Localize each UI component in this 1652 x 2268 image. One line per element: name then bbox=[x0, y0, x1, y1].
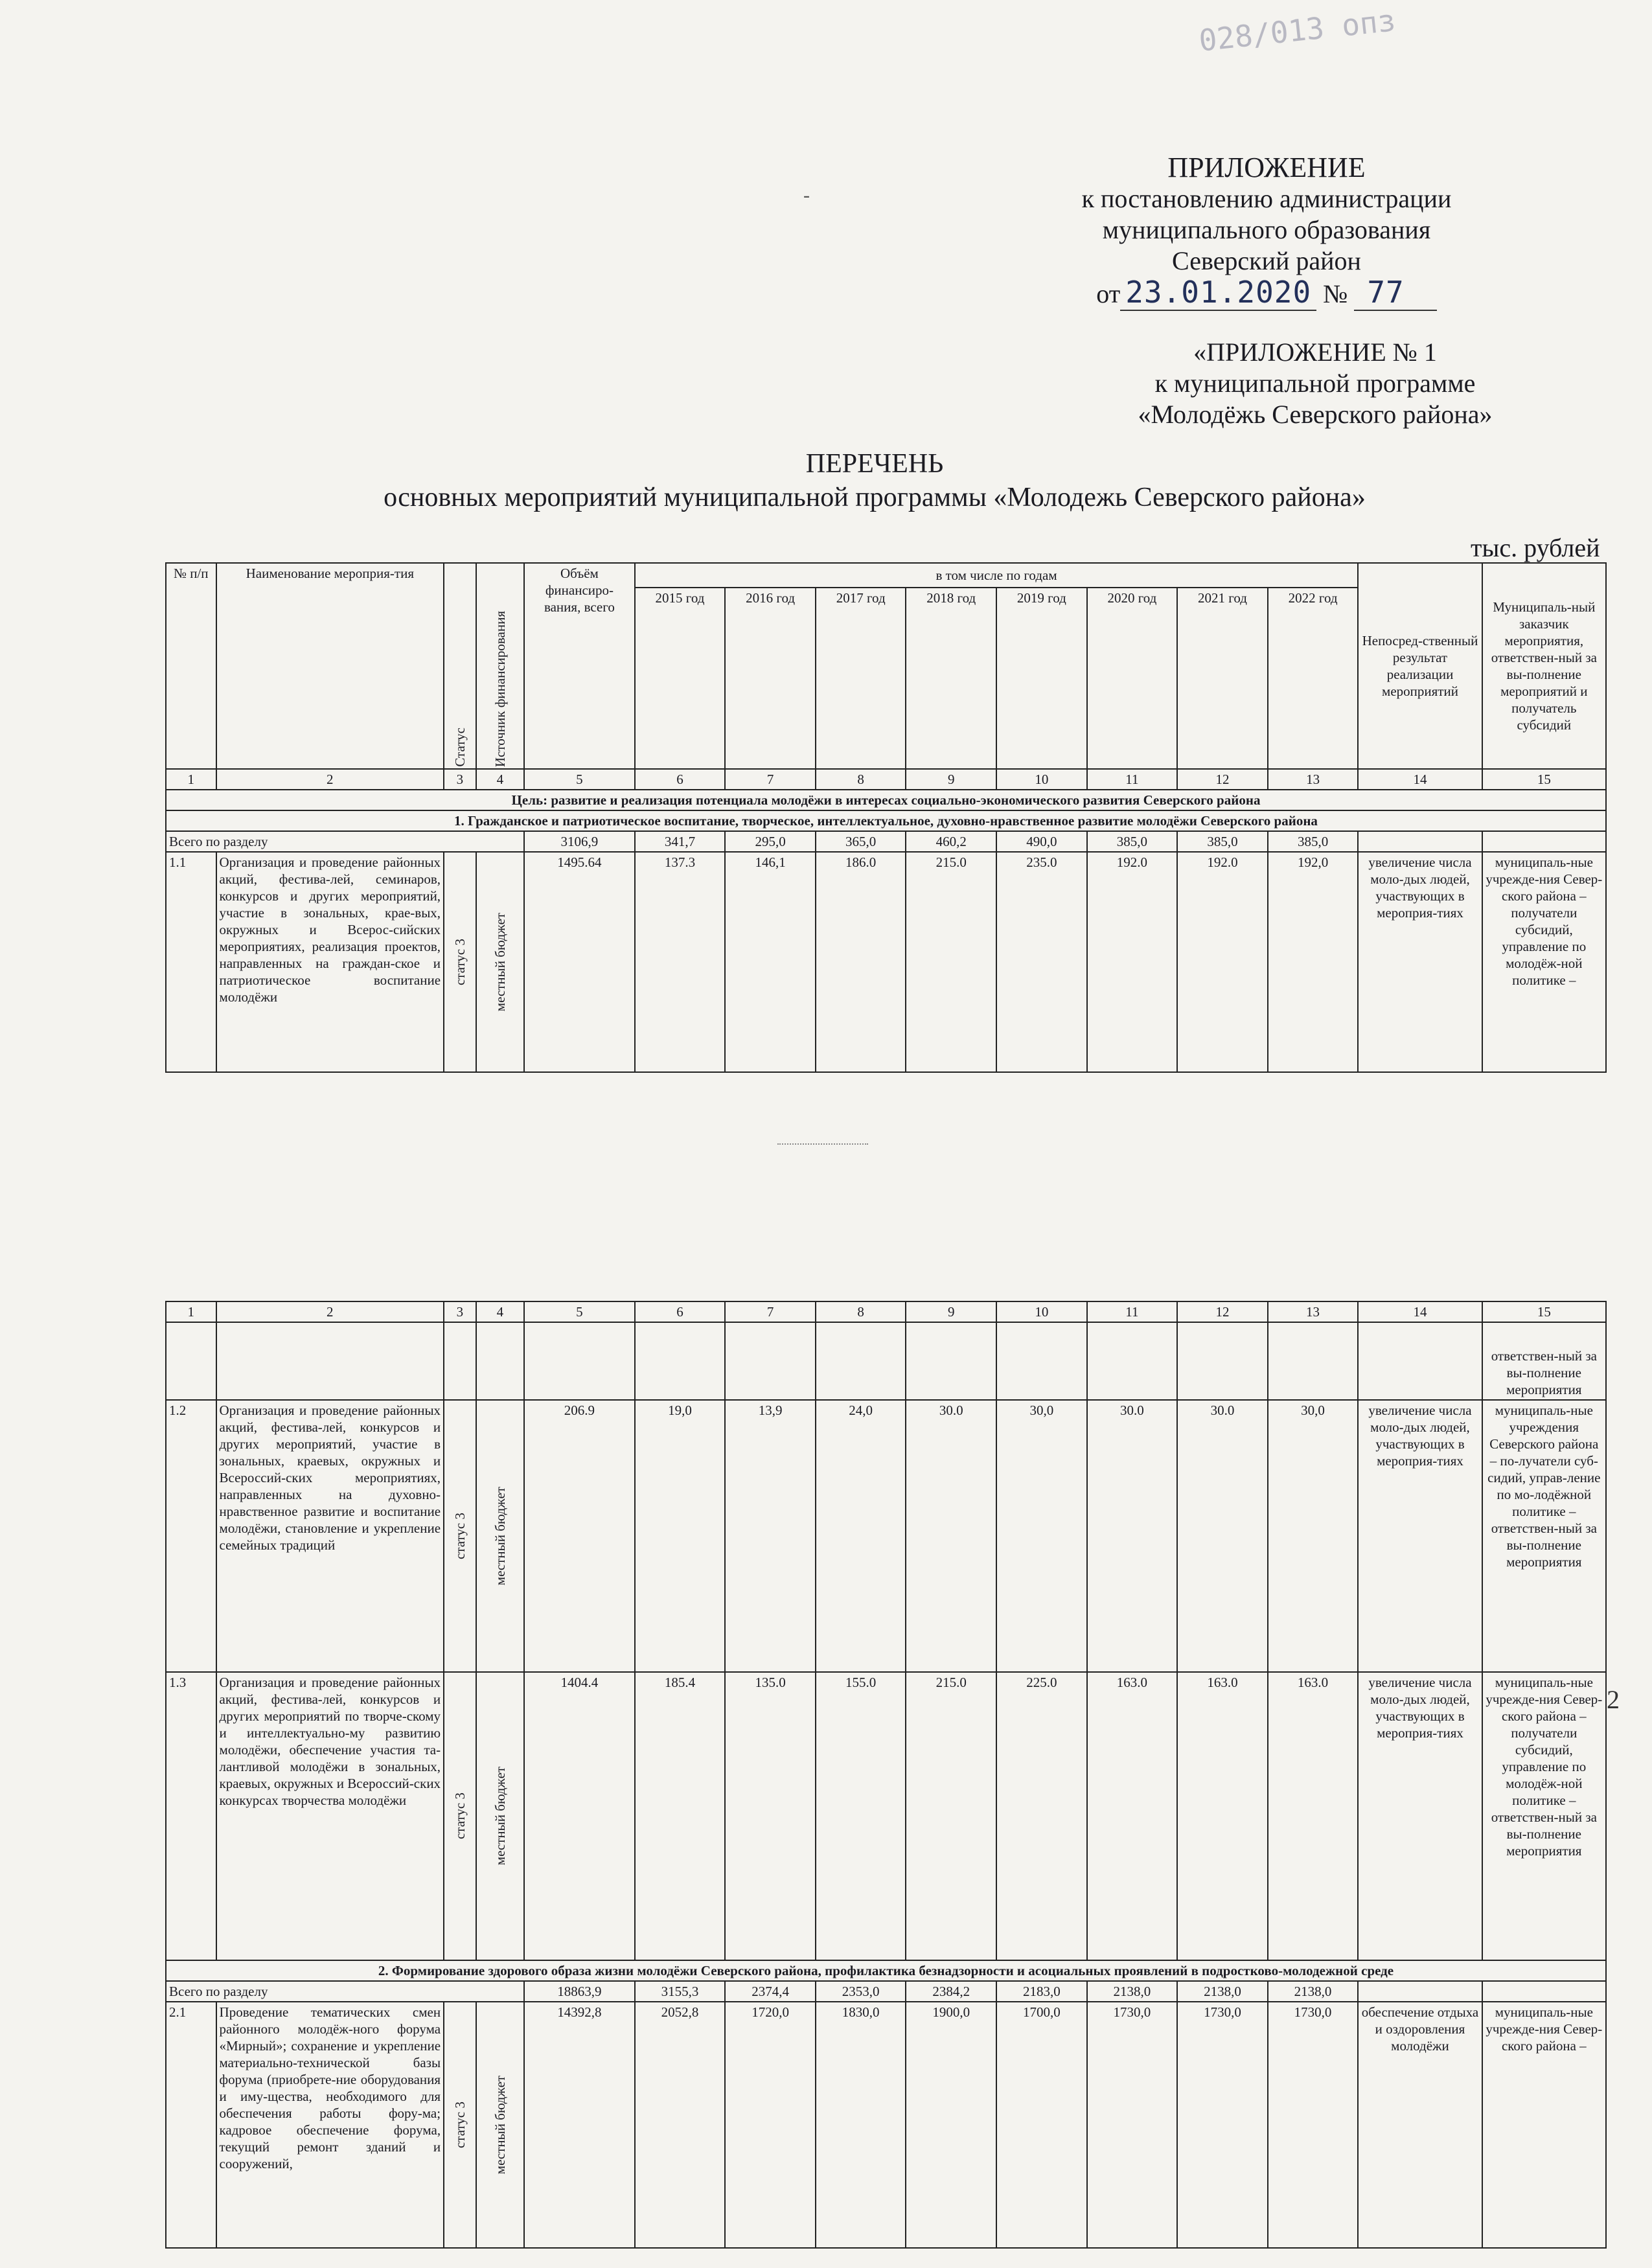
row-value bbox=[1177, 1322, 1268, 1400]
column-number: 7 bbox=[725, 769, 816, 790]
row-value: 1720,0 bbox=[725, 2002, 816, 2248]
row-value: 192.0 bbox=[1087, 852, 1178, 1072]
column-number: 9 bbox=[906, 1301, 996, 1322]
row-num: 2.1 bbox=[166, 2002, 216, 2248]
row-status-label: статус 3 bbox=[452, 938, 468, 985]
row-name bbox=[216, 1322, 444, 1400]
total-cell: 2353,0 bbox=[816, 1981, 906, 2002]
row-source bbox=[476, 852, 524, 1072]
number-prefix: № bbox=[1323, 279, 1348, 308]
total-cell: 365,0 bbox=[816, 831, 906, 852]
row-value: 1730,0 bbox=[1268, 2002, 1359, 2248]
year-2021: 2021 год bbox=[1177, 588, 1268, 769]
table-row bbox=[166, 1672, 1606, 1960]
row-value bbox=[996, 1322, 1087, 1400]
row-value: 135.0 bbox=[725, 1672, 816, 1960]
row-value: 24,0 bbox=[816, 1400, 906, 1672]
row-source bbox=[476, 1322, 524, 1400]
col-total-header: Объём финансиро-вания, всего bbox=[524, 563, 635, 769]
approval-header bbox=[991, 152, 1542, 310]
row-source bbox=[476, 1672, 524, 1960]
total-cell: 385,0 bbox=[1268, 831, 1359, 852]
row-value: 225.0 bbox=[996, 1672, 1087, 1960]
row-value: 146,1 bbox=[725, 852, 816, 1072]
col-num-header: № п/п bbox=[166, 563, 216, 769]
row-value: 137.3 bbox=[635, 852, 726, 1072]
total-cell: 385,0 bbox=[1177, 831, 1268, 852]
empty-cell bbox=[1358, 1981, 1482, 2002]
row-value bbox=[1087, 1322, 1178, 1400]
appendix-title: «ПРИЛОЖЕНИЕ № 1 bbox=[1193, 338, 1437, 367]
row-value: 163.0 bbox=[1177, 1672, 1268, 1960]
row-value bbox=[635, 1322, 726, 1400]
row-value: 215.0 bbox=[906, 1672, 996, 1960]
year-2015: 2015 год bbox=[635, 588, 726, 769]
row-name: Проведение тематических смен районного молодёж-ного форума «Мирный»; сохранение и укрепление материально-технической базы форума (приобрете-ние оборудования и иму-щества, необходимого для обеспечения работы фору-ма; кадровое обеспечение форума, текущий ремонт зданий и сооружений, bbox=[216, 2002, 444, 2248]
row-value: 30.0 bbox=[906, 1400, 996, 1672]
column-number: 13 bbox=[1268, 769, 1359, 790]
row-value: 30.0 bbox=[1087, 1400, 1178, 1672]
appendix-line-1: к муниципальной программе bbox=[1154, 369, 1476, 398]
column-number: 7 bbox=[725, 1301, 816, 1322]
section-1-title-row bbox=[166, 810, 1606, 831]
row-value bbox=[1268, 1322, 1359, 1400]
total-cell: 2183,0 bbox=[996, 1981, 1087, 2002]
total-cell: 18863,9 bbox=[524, 1981, 635, 2002]
header-line-2: муниципального образования bbox=[1102, 215, 1431, 244]
column-numbers-row bbox=[166, 1301, 1606, 1322]
appendix-block bbox=[1062, 337, 1568, 430]
row-name: Организация и проведение районных акций, фестива-лей, конкурсов и других мероприятий по творче-скому и интеллектуально-му развитию молодёжи, обеспечение участия та-лантливой молодёжи в зональных, краевых, окружных и Всероссий-ских конкурсах творчества молодёжи bbox=[216, 1672, 444, 1960]
row-value: 186.0 bbox=[816, 852, 906, 1072]
year-2022: 2022 год bbox=[1268, 588, 1359, 769]
row-value: 13,9 bbox=[725, 1400, 816, 1672]
column-number: 6 bbox=[635, 1301, 726, 1322]
section-2-title: 2. Формирование здорового образа жизни молодёжи Северского района, профилактика безнадзорности и асоциальных проявлений в подростково-молодежной среде bbox=[166, 1960, 1606, 1981]
row-num bbox=[166, 1322, 216, 1400]
column-number: 3 bbox=[444, 769, 476, 790]
column-number: 14 bbox=[1358, 1301, 1482, 1322]
goal-row bbox=[166, 790, 1606, 810]
column-number: 14 bbox=[1358, 769, 1482, 790]
col-customer-header: Муниципаль-ный заказчик мероприятия, ответствен-ный за вы-полнение мероприятий и получатель субсидий bbox=[1482, 563, 1606, 769]
col-status-label: Статус bbox=[452, 727, 468, 767]
row-source-label: местный бюджет bbox=[492, 2075, 508, 2175]
row-value: 2052,8 bbox=[635, 2002, 726, 2248]
column-number: 10 bbox=[996, 1301, 1087, 1322]
row-total: 206.9 bbox=[524, 1400, 635, 1672]
column-number: 10 bbox=[996, 769, 1087, 790]
row-customer: муниципаль-ные учрежде-ния Север-ского района – получатели субсидий, управление по молодёж-ной политике – bbox=[1482, 852, 1606, 1072]
row-value: 1730,0 bbox=[1177, 2002, 1268, 2248]
section-1-total-row bbox=[166, 831, 1606, 852]
col-status-header bbox=[444, 563, 476, 769]
table-row bbox=[166, 852, 1606, 1072]
header-title: ПРИЛОЖЕНИЕ bbox=[1167, 152, 1366, 183]
row-value: 1830,0 bbox=[816, 2002, 906, 2248]
col-result-header: Непосред-ственный результат реализации мероприятий bbox=[1358, 563, 1482, 769]
row-value bbox=[816, 1322, 906, 1400]
handwritten-number: 77 bbox=[1354, 275, 1436, 311]
measures-table-part-1 bbox=[165, 562, 1607, 1073]
column-number: 15 bbox=[1482, 769, 1606, 790]
row-value: 192.0 bbox=[1177, 852, 1268, 1072]
row-total: 1495.64 bbox=[524, 852, 635, 1072]
total-cell: 490,0 bbox=[996, 831, 1087, 852]
total-cell: 385,0 bbox=[1087, 831, 1178, 852]
scan-mark: - bbox=[803, 185, 810, 206]
col-source-header bbox=[476, 563, 524, 769]
row-status bbox=[444, 2002, 476, 2248]
table-row-continuation bbox=[166, 1322, 1606, 1400]
row-result: увеличение числа моло-дых людей, участвующих в мероприя-тиях bbox=[1358, 1400, 1482, 1672]
row-value: 1700,0 bbox=[996, 2002, 1087, 2248]
row-value: 185.4 bbox=[635, 1672, 726, 1960]
row-num: 1.2 bbox=[166, 1400, 216, 1672]
year-2019: 2019 год bbox=[996, 588, 1087, 769]
row-status-label: статус 3 bbox=[452, 1512, 468, 1559]
measures-table-part-2 bbox=[165, 1301, 1607, 2249]
year-2017: 2017 год bbox=[816, 588, 906, 769]
row-num: 1.1 bbox=[166, 852, 216, 1072]
row-num: 1.3 bbox=[166, 1672, 216, 1960]
row-value: 163.0 bbox=[1268, 1672, 1359, 1960]
row-result: обеспечение отдыха и оздоровления молодёжи bbox=[1358, 2002, 1482, 2248]
column-number: 2 bbox=[216, 1301, 444, 1322]
row-value: 1730,0 bbox=[1087, 2002, 1178, 2248]
empty-cell bbox=[1482, 1981, 1606, 2002]
col-name-header: Наименование мероприя-тия bbox=[216, 563, 444, 769]
total-cell: 460,2 bbox=[906, 831, 996, 852]
column-number: 6 bbox=[635, 769, 726, 790]
row-value: 215.0 bbox=[906, 852, 996, 1072]
column-number: 4 bbox=[476, 1301, 524, 1322]
section-2-total-row bbox=[166, 1981, 1606, 2002]
section-2-title-row bbox=[166, 1960, 1606, 1981]
total-cell: 2384,2 bbox=[906, 1981, 996, 2002]
row-source-label: местный бюджет bbox=[492, 912, 508, 1012]
column-number: 4 bbox=[476, 769, 524, 790]
column-numbers-row bbox=[166, 769, 1606, 790]
units-label: тыс. рублей bbox=[1471, 533, 1600, 562]
header-row bbox=[166, 563, 1606, 588]
total-cell: 3106,9 bbox=[524, 831, 635, 852]
empty-cell bbox=[1482, 831, 1606, 852]
total-cell: 3155,3 bbox=[635, 1981, 726, 2002]
row-customer: муниципаль-ные учрежде-ния Север-ского района – bbox=[1482, 2002, 1606, 2248]
row-value: 163.0 bbox=[1087, 1672, 1178, 1960]
registration-stamp-number: 028/013 опз bbox=[1197, 3, 1397, 58]
row-value: 192,0 bbox=[1268, 852, 1359, 1072]
goal-text: Цель: развитие и реализация потенциала молодёжи в интересах социально-экономического развития Северского района bbox=[166, 790, 1606, 810]
row-name: Организация и проведение районных акций, фестива-лей, семинаров, конкурсов и других мероприятий, участие в зональных, крае-вых, окружных и Всерос-сийских мероприятиях, реализация проектов, направленных на граждан-ское и патриотическое воспитание молодёжи bbox=[216, 852, 444, 1072]
list-title: ПЕРЕЧЕНЬ bbox=[805, 449, 944, 479]
list-title-block bbox=[227, 447, 1522, 514]
handwritten-date: 23.01.2020 bbox=[1120, 275, 1316, 311]
row-total: 1404.4 bbox=[524, 1672, 635, 1960]
year-2016: 2016 год bbox=[725, 588, 816, 769]
row-status-label: статус 3 bbox=[452, 2101, 468, 2148]
row-status bbox=[444, 852, 476, 1072]
column-number: 12 bbox=[1177, 1301, 1268, 1322]
column-number: 8 bbox=[816, 769, 906, 790]
row-status-label: статус 3 bbox=[452, 1793, 468, 1840]
total-cell: 2138,0 bbox=[1177, 1981, 1268, 2002]
row-customer: ответствен-ный за вы-полнение мероприятия bbox=[1482, 1322, 1606, 1400]
row-result: увеличение числа моло-дых людей, участвующих в мероприя-тиях bbox=[1358, 852, 1482, 1072]
column-number: 3 bbox=[444, 1301, 476, 1322]
row-total bbox=[524, 1322, 635, 1400]
column-number: 11 bbox=[1087, 1301, 1178, 1322]
column-number: 1 bbox=[166, 1301, 216, 1322]
column-number: 8 bbox=[816, 1301, 906, 1322]
row-result: увеличение числа моло-дых людей, участвующих в мероприя-тиях bbox=[1358, 1672, 1482, 1960]
row-source bbox=[476, 1400, 524, 1672]
row-value: 155.0 bbox=[816, 1672, 906, 1960]
column-number: 2 bbox=[216, 769, 444, 790]
col-source-label: Источник финансирования bbox=[492, 610, 508, 767]
row-status bbox=[444, 1672, 476, 1960]
row-status bbox=[444, 1400, 476, 1672]
page-number: 2 bbox=[1607, 1685, 1620, 1714]
row-value: 30,0 bbox=[996, 1400, 1087, 1672]
year-2020: 2020 год bbox=[1087, 588, 1178, 769]
header-line-3: Северский район bbox=[1172, 246, 1361, 275]
row-value: 19,0 bbox=[635, 1400, 726, 1672]
total-cell: 2138,0 bbox=[1268, 1981, 1359, 2002]
column-number: 12 bbox=[1177, 769, 1268, 790]
row-value: 235.0 bbox=[996, 852, 1087, 1072]
row-source-label: местный бюджет bbox=[492, 1767, 508, 1866]
list-subtitle: основных мероприятий муниципальной программы «Молодежь Северского района» bbox=[384, 483, 1366, 512]
row-customer: муниципаль-ные учрежде-ния Север-ского района – получатели субсидий, управление по молодёж-ной политике – ответствен-ный за вы-полнение мероприятия bbox=[1482, 1672, 1606, 1960]
section-total-label: Всего по разделу bbox=[166, 831, 524, 852]
section-1-title: 1. Гражданское и патриотическое воспитание, творческое, интеллектуальное, духовно-нравственное развитие молодёжи Северского района bbox=[166, 810, 1606, 831]
column-number: 13 bbox=[1268, 1301, 1359, 1322]
table-row bbox=[166, 2002, 1606, 2248]
column-number: 9 bbox=[906, 769, 996, 790]
row-source bbox=[476, 2002, 524, 2248]
row-value: 30.0 bbox=[1177, 1400, 1268, 1672]
row-value bbox=[725, 1322, 816, 1400]
header-date-line bbox=[991, 277, 1542, 310]
header-line-1: к постановлению администрации bbox=[1081, 184, 1452, 213]
empty-cell bbox=[1358, 831, 1482, 852]
row-name: Организация и проведение районных акций, фестива-лей, конкурсов и других мероприятий, участие в зональных, краевых, окружных и Всероссий-ских мероприятиях, направленных на духовно-нравственное развитие и воспитание молодёжи, становление и укрепление семейных традиций bbox=[216, 1400, 444, 1672]
column-number: 1 bbox=[166, 769, 216, 790]
row-total: 14392,8 bbox=[524, 2002, 635, 2248]
total-cell: 2374,4 bbox=[725, 1981, 816, 2002]
total-cell: 295,0 bbox=[725, 831, 816, 852]
row-customer: муниципаль-ные учреждения Северского района – по-лучатели суб-сидий, управ-ление по мо-лодёжной политике – ответствен-ный за вы-полнение мероприятия bbox=[1482, 1400, 1606, 1672]
total-cell: 341,7 bbox=[635, 831, 726, 852]
row-value bbox=[906, 1322, 996, 1400]
appendix-line-2: «Молодёжь Северского района» bbox=[1138, 400, 1493, 429]
table-row bbox=[166, 1400, 1606, 1672]
column-number: 15 bbox=[1482, 1301, 1606, 1322]
column-number: 5 bbox=[524, 769, 635, 790]
total-cell: 2138,0 bbox=[1087, 1981, 1178, 2002]
date-prefix: от bbox=[1096, 279, 1121, 308]
section-total-label: Всего по разделу bbox=[166, 1981, 524, 2002]
row-status bbox=[444, 1322, 476, 1400]
row-result bbox=[1358, 1322, 1482, 1400]
column-number: 5 bbox=[524, 1301, 635, 1322]
column-number: 11 bbox=[1087, 769, 1178, 790]
col-years-group-header: в том числе по годам bbox=[635, 563, 1359, 588]
row-value: 30,0 bbox=[1268, 1400, 1359, 1672]
row-source-label: местный бюджет bbox=[492, 1486, 508, 1586]
fold-mark bbox=[777, 1143, 868, 1145]
year-2018: 2018 год bbox=[906, 588, 996, 769]
row-value: 1900,0 bbox=[906, 2002, 996, 2248]
